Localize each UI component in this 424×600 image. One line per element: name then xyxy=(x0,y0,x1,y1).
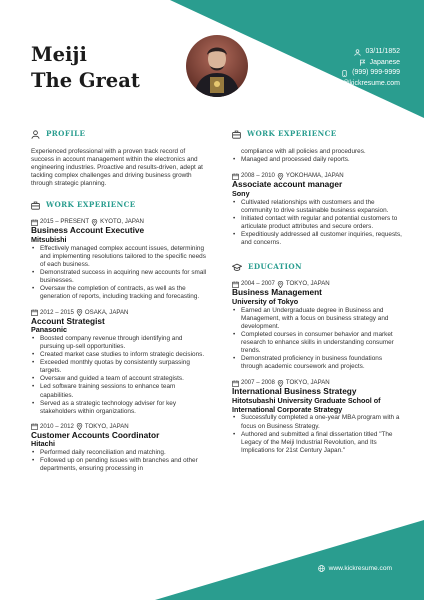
list-item: • Led software training sessions to enhance team capabilities. xyxy=(31,383,207,399)
list-item: • Oversaw the completion of contracts, as well as the generation of reports, including tracking and forecasting. xyxy=(31,285,207,301)
flag-icon xyxy=(359,59,366,66)
job-dates: 2015 – PRESENT xyxy=(40,218,90,226)
mail-icon xyxy=(316,80,324,87)
list-item: • Effectively managed complex account issues, determining and implementing resolutions tailored to the specific needs of each business. xyxy=(31,245,207,269)
list-item: • Managed and processed daily reports. xyxy=(232,156,402,164)
portrait-image xyxy=(186,35,248,97)
list-item: • Demonstrated proficiency in business foundations through academic coursework and projects. xyxy=(232,355,402,371)
job-dates: 2008 – 2010 xyxy=(241,172,275,180)
job-bullets xyxy=(31,335,207,416)
email-link[interactable]: hello@kickresume.com xyxy=(327,79,400,87)
job-bullets xyxy=(232,199,402,248)
contact-birthdate xyxy=(316,47,400,58)
list-item: • Initiated contact with regular and potential customers to articulate product attributes and secure orders. xyxy=(232,215,402,231)
left-column xyxy=(31,128,207,474)
contact-nationality xyxy=(316,58,400,69)
education-dates: 2007 – 2008 xyxy=(241,379,275,387)
contact-phone xyxy=(316,68,400,79)
briefcase-icon xyxy=(31,201,40,210)
education-school: Hitotsubashi University Graduate School of International Corporate Strategy xyxy=(232,395,381,414)
job-title: Business Account Executive xyxy=(31,225,145,236)
job-location: OSAKA, JAPAN xyxy=(84,308,129,316)
job-entry xyxy=(31,218,207,301)
list-item: • Created market case studies to inform strategic decisions. xyxy=(31,351,207,359)
list-item: • Successfully completed a one-year MBA program with a focus on Business Strategy. xyxy=(232,414,402,430)
list-item: • Earned an Undergraduate degree in Business and Management, with a focus on business strategy and development. xyxy=(232,307,402,331)
job-location: YOKOHAMA, JAPAN xyxy=(285,172,344,180)
education-school: University of Tokyo xyxy=(232,296,299,306)
list-item: • Served as a strategic technology adviser for key stakeholders within organizations. xyxy=(31,400,207,416)
globe-icon xyxy=(318,565,325,572)
list-item: • Cultivated relationships with customers and the community to drive sustainable business expansion. xyxy=(232,199,402,215)
list-item: • Boosted company revenue through identifying and pursuing up-sell opportunities. xyxy=(31,335,207,351)
job-company: Sony xyxy=(232,188,250,198)
contact-email xyxy=(316,79,400,90)
job-company: Panasonic xyxy=(31,325,67,335)
job-dates: 2010 – 2012 xyxy=(40,422,74,430)
education-heading-text: EDUCATION xyxy=(248,262,303,272)
education-degree: Business Management xyxy=(232,287,322,298)
job-title: Associate account manager xyxy=(232,179,343,190)
job-bullets xyxy=(31,449,207,473)
job-company: Hitachi xyxy=(31,439,55,449)
job-company: Mitsubishi xyxy=(31,235,67,245)
job-entry xyxy=(232,172,402,247)
job-dates: 2012 – 2015 xyxy=(40,308,74,316)
job-title: Account Strategist xyxy=(31,315,105,326)
person-icon xyxy=(354,49,361,56)
profile-heading xyxy=(31,128,207,140)
nationality-text: Japanese xyxy=(369,58,400,66)
phone-icon xyxy=(341,70,348,77)
birthdate-text: 03/11/1852 xyxy=(365,48,400,55)
job-entry xyxy=(31,423,207,474)
list-item: • Followed up on pending issues with branches and other departments, ensuring processing in xyxy=(31,457,207,473)
job-entry xyxy=(31,309,207,416)
list-item: compliance with all policies and procedures. xyxy=(241,148,366,155)
person-icon xyxy=(31,130,40,139)
contact-info xyxy=(316,47,400,89)
education-location: TOKYO, JAPAN xyxy=(285,379,330,387)
education-entry xyxy=(232,280,402,371)
location-pin-icon xyxy=(76,309,83,316)
education-entry xyxy=(232,379,402,455)
candidate-name xyxy=(31,42,140,94)
footer-band xyxy=(0,520,424,600)
list-item: • Expeditiously addressed all customer inquiries, requests, and concerns. xyxy=(232,231,402,247)
work-heading-right xyxy=(232,128,402,140)
list-item: • Exceeded monthly quotas by consistently surpassing targets. xyxy=(31,359,207,375)
profile-heading-text: PROFILE xyxy=(46,128,86,138)
education-degree: International Business Strategy xyxy=(232,386,357,397)
work-heading-left-text: WORK EXPERIENCE xyxy=(46,200,136,210)
work-heading-left xyxy=(31,199,207,211)
job-location: TOKYO, JAPAN xyxy=(84,422,129,430)
job-location: KYOTO, JAPAN xyxy=(100,218,144,226)
work-heading-right-text: WORK EXPERIENCE xyxy=(247,128,337,138)
education-heading xyxy=(232,261,402,273)
list-item: • Completed courses in consumer behavior and market research to enhance skills in understanding consumer trends. xyxy=(232,331,402,355)
list-item: • Authored and submitted a final dissertation titled "The Legacy of the Meiji Industrial Revolution, and Its Implications for 21st Century Japan." xyxy=(232,431,402,455)
list-item: • Performed daily reconciliation and matching. xyxy=(31,449,207,457)
profile-summary: Experienced professional with a proven track record of success in account management within the electronics and engineering industries. Proactive and results-driven, adept at tackling complex challenges and driving business growth through strategic planning. xyxy=(31,148,203,188)
list-item: • Oversaw and guided a team of account strategists. xyxy=(31,375,207,383)
job-title: Customer Accounts Coordinator xyxy=(31,429,160,440)
education-dates: 2004 – 2007 xyxy=(241,280,275,288)
briefcase-icon xyxy=(232,130,241,139)
right-column xyxy=(232,128,402,455)
footer-website xyxy=(318,565,392,572)
job-bullets-continued xyxy=(232,148,402,164)
graduation-cap-icon xyxy=(232,263,242,272)
phone-text[interactable]: (999) 999-9999 xyxy=(352,69,400,76)
education-location: TOKYO, JAPAN xyxy=(285,280,330,288)
list-item: • Demonstrated success in acquiring new accounts for small businesses. xyxy=(31,269,207,285)
education-bullets xyxy=(232,307,402,372)
job-bullets xyxy=(31,245,207,302)
education-bullets xyxy=(232,414,402,454)
name-line-2: The Great xyxy=(31,69,140,92)
avatar xyxy=(186,35,248,97)
website-link[interactable]: www.kickresume.com xyxy=(328,565,392,572)
name-line-1: Meiji xyxy=(31,43,87,66)
calendar-icon xyxy=(31,309,38,316)
